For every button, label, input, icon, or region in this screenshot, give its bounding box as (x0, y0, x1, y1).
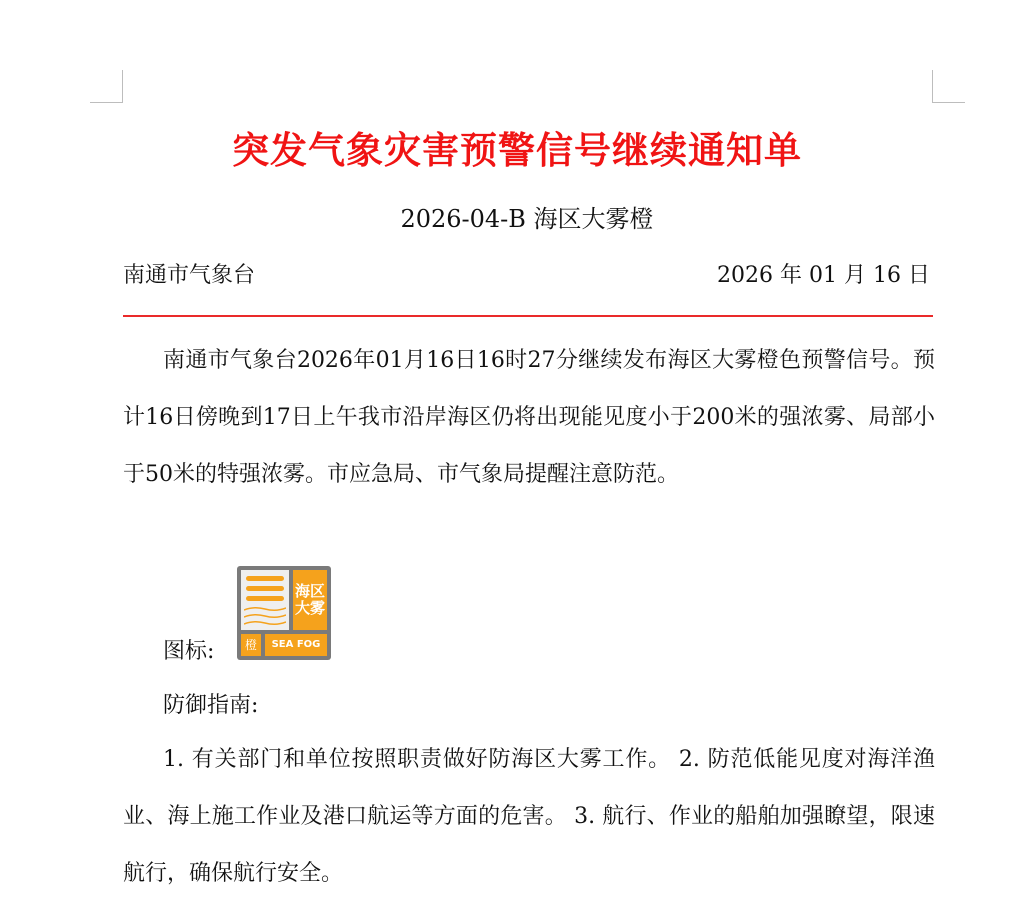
red-divider (123, 315, 933, 317)
issuer: 南通市气象台 (123, 263, 256, 288)
guide-paragraph: 1. 有关部门和单位按照职责做好防海区大雾工作。 2. 防范低能见度对海洋渔业、海上施工作业及港口航运等方面的危害。 3. 航行、作业的船舶加强瞭望，限速航行，确保航行安全。 (123, 747, 935, 886)
page-corner-mark-top-left (90, 70, 123, 103)
guide-heading: 防御指南: (163, 693, 259, 718)
page-corner-mark-top-right (932, 70, 965, 103)
body-paragraph: 南通市气象台2026年01月16日16时27分继续发布海区大雾橙色预警信号。预计16日傍晚到17日上午我市沿岸海区仍将出现能见度小于200米的强浓雾、局部小于50米的特强浓雾。市应急局、市气象局提醒注意防范。 (123, 348, 935, 487)
icon-label: 图标: (163, 639, 215, 664)
document-subtitle: 2026-04-B 海区大雾橙 (400, 205, 654, 233)
fog-lines-panel (241, 570, 289, 630)
icon-english-text: SEA FOG (265, 634, 327, 656)
issue-date: 2026 年 01 月 16 日 (717, 263, 930, 288)
icon-main-text: 海区 大雾 (293, 570, 327, 630)
document-title: 突发气象灾害预警信号继续通知单 (232, 128, 802, 172)
sea-fog-warning-icon (237, 566, 331, 660)
icon-level-text: 橙 (241, 634, 261, 656)
